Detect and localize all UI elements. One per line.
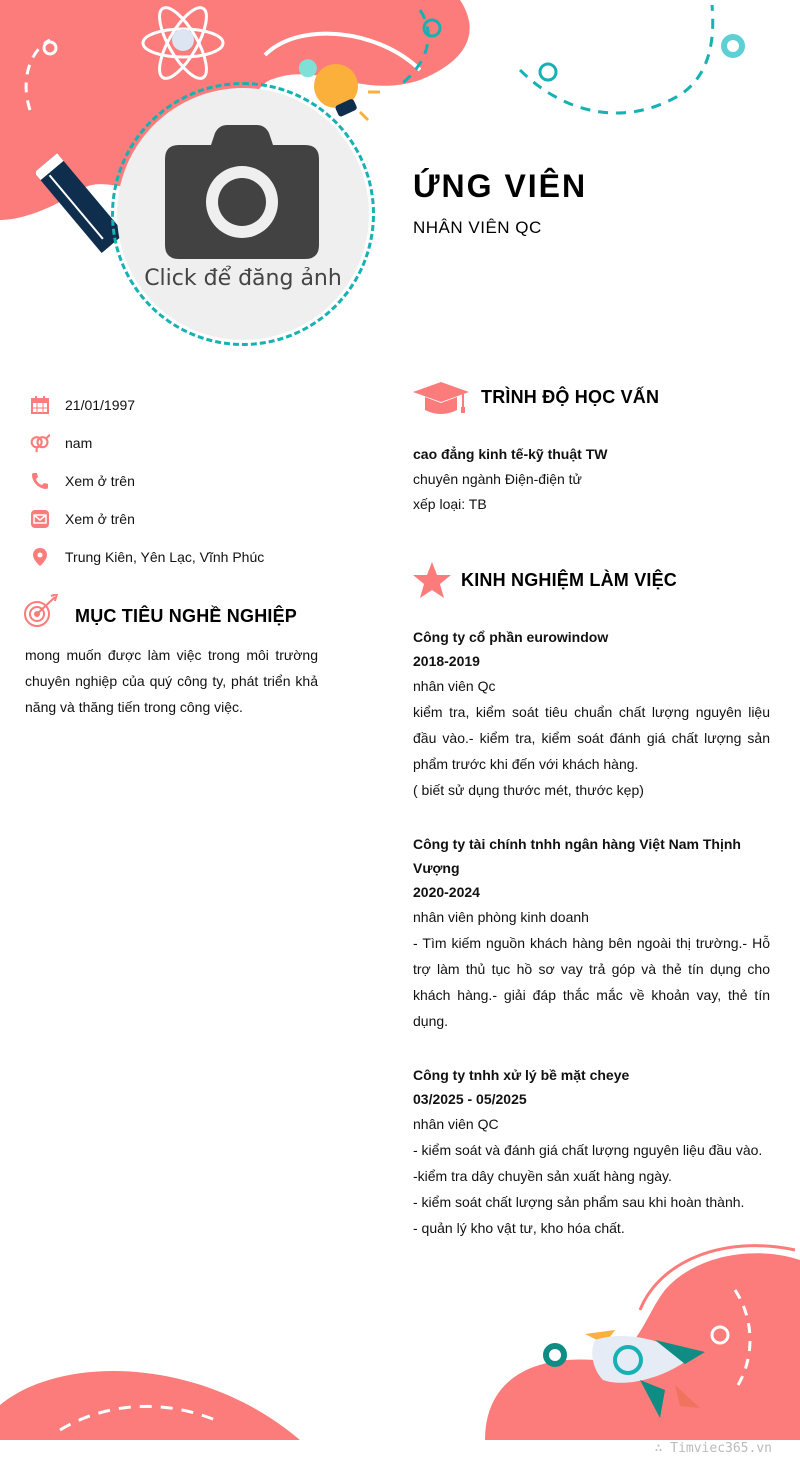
education-title: TRÌNH ĐỘ HỌC VẤN [481,387,660,407]
phone-icon [30,471,50,491]
job-description: ( biết sử dụng thước mét, thước kẹp) [413,782,644,798]
job-entry [413,832,770,1034]
birthday-text: 21/01/1997 [65,397,136,413]
atom-icon [138,2,228,84]
contact-address [30,538,264,576]
job-role: nhân viên QC [413,1116,499,1132]
bottom-left-blob-decoration [0,1360,310,1440]
camera-icon [165,125,319,259]
job-description: - kiểm soát và đánh giá chất lượng nguyên liệu đầu vào. [413,1142,763,1158]
star-icon [413,562,451,598]
footer-brand: ∴ Timviec365.vn [654,1441,772,1456]
job-description: -kiểm tra dây chuyền sản xuất hàng ngày. [413,1168,672,1184]
email-text: Xem ở trên [65,511,135,527]
job-company: Công ty tnhh xử lý bề mặt cheye [413,1067,630,1083]
job-role: nhân viên Qc [413,678,496,694]
contact-gender [30,424,264,462]
objective-text: mong muốn được làm việc trong môi trường chuyên nghiệp của quý công ty, phát triển khả năng và thăng tiến trong công việc. [25,647,318,715]
target-icon [23,594,59,630]
phone-text: Xem ở trên [65,473,135,489]
contact-phone [30,462,264,500]
rocket-icon [585,1330,715,1420]
education-block [413,442,770,517]
gender-text: nam [65,435,93,451]
job-period: 03/2025 - 05/2025 [413,1091,527,1107]
candidate-position: NHÂN VIÊN QC [413,218,542,237]
job-period: 2018-2019 [413,653,480,669]
email-icon [30,509,50,529]
photo-upload[interactable] [117,88,369,340]
job-entry [413,625,770,803]
graduation-cap-icon [413,380,469,416]
experience-title: KINH NGHIỆM LÀM VIỆC [461,570,678,590]
job-period: 2020-2024 [413,884,480,900]
contact-birthday [30,386,264,424]
contact-list [30,386,264,576]
job-description: kiểm tra, kiểm soát tiêu chuẩn chất lượng nguyên liệu đầu vào.- kiểm tra, kiểm soát đánh giá chất lượng sản phẩm trước khi đến với khách hàng. [413,704,770,772]
job-role: nhân viên phòng kinh doanh [413,909,589,925]
job-description: - Tìm kiếm nguồn khách hàng bên ngoài thị trường.- Hỗ trợ làm thủ tục hồ sơ vay trả góp và thẻ tín dụng cho khách hàng.- giải đáp thắc mắc về khoản vay, thẻ tín dụng. [413,935,770,1029]
experience-list [413,625,770,1270]
job-company: Công ty cổ phần eurowindow [413,629,609,645]
photo-upload-label: Click để đăng ảnh [144,266,342,291]
education-major: chuyên ngành Điện-điện tử [413,471,582,487]
education-school: cao đẳng kinh tế-kỹ thuật TW [413,446,608,462]
objective-title: MỤC TIÊU NGHỀ NGHIỆP [75,606,298,626]
calendar-icon [30,395,50,415]
job-description: - kiểm soát chất lượng sản phẩm sau khi hoàn thành. [413,1194,745,1210]
job-company: Công ty tài chính tnhh ngân hàng Việt Nam Thịnh Vượng [413,836,741,876]
candidate-name: ỨNG VIÊN [413,168,588,204]
job-description: - quản lý kho vật tư, kho hóa chất. [413,1220,625,1236]
education-grade: xếp loại: TB [413,496,487,512]
address-text: Trung Kiên, Yên Lạc, Vĩnh Phúc [65,549,265,565]
gender-icon [30,433,50,453]
contact-email [30,500,264,538]
location-pin-icon [30,547,50,567]
job-entry [413,1063,770,1241]
